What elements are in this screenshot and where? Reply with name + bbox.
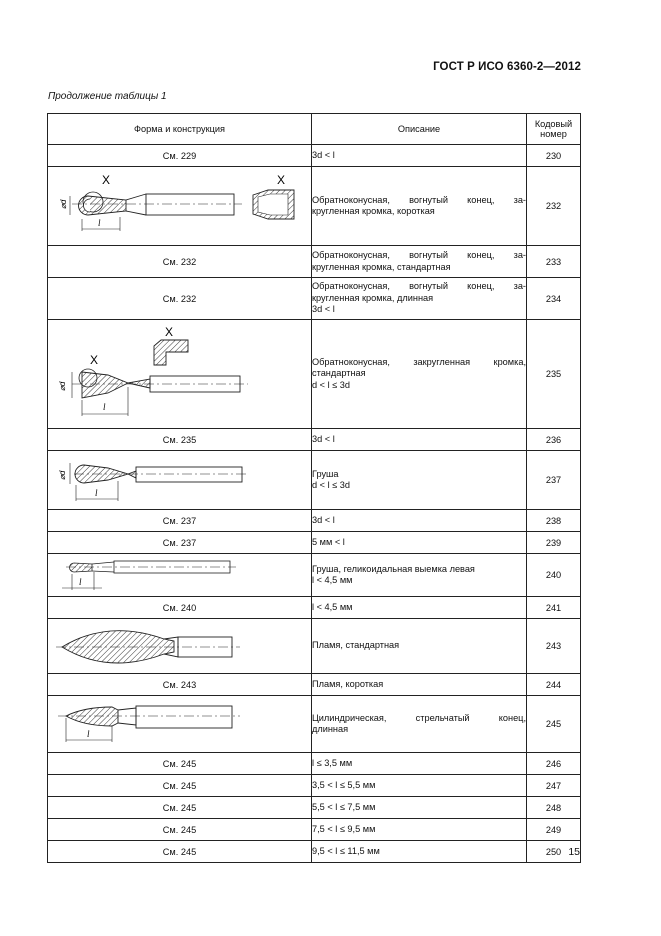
table-row — [48, 320, 581, 429]
detail-x-label: X — [102, 173, 111, 187]
length-label: l — [87, 729, 90, 739]
description-cell: l < 4,5 мм — [312, 597, 527, 619]
shape-cell: См. 232 — [48, 278, 312, 320]
shape-cell: См. 245 — [48, 797, 312, 819]
description-cell: 3d < l — [312, 145, 527, 167]
code-cell: 233 — [527, 246, 581, 278]
shape-cell: См. 245 — [48, 775, 312, 797]
shape-cell — [48, 320, 312, 429]
length-label: l — [95, 488, 98, 498]
table-row — [48, 775, 581, 797]
description-cell: Обратноконусная, закругленная кромка, стандартная d < l ≤ 3d — [312, 320, 527, 429]
code-cell: 240 — [527, 554, 581, 597]
diameter-label: ⌀d — [58, 470, 67, 480]
table-row — [48, 753, 581, 775]
shape-cell: См. 237 — [48, 532, 312, 554]
figure-240 — [48, 554, 312, 596]
document-code: ГОСТ Р ИСО 6360-2—2012 — [433, 61, 581, 73]
detail-x-label: X — [90, 353, 99, 367]
shape-cell: См. 237 — [48, 510, 312, 532]
description-table — [47, 113, 581, 863]
table-row — [48, 597, 581, 619]
code-cell: 244 — [527, 674, 581, 696]
description-cell: 5,5 < l ≤ 7,5 мм — [312, 797, 527, 819]
code-cell: 246 — [527, 753, 581, 775]
description-cell: Пламя, короткая — [312, 674, 527, 696]
code-cell: 230 — [527, 145, 581, 167]
code-cell: 250 — [527, 841, 581, 863]
header-code: Кодовый номер — [527, 114, 581, 145]
table-header-row — [48, 114, 581, 145]
description-cell: Цилиндрическая, стрельчатый конец, длинная — [312, 696, 527, 753]
shape-cell — [48, 696, 312, 753]
detail-x-label: X — [165, 325, 174, 339]
detail-x-label: X — [277, 173, 286, 187]
description-cell: 3,5 < l ≤ 5,5 мм — [312, 775, 527, 797]
code-cell: 232 — [527, 167, 581, 246]
figure-245 — [48, 696, 312, 752]
shape-cell: См. 245 — [48, 753, 312, 775]
shape-cell: См. 245 — [48, 841, 312, 863]
figure-232 — [48, 167, 312, 245]
table-row — [48, 696, 581, 753]
table-row — [48, 246, 581, 278]
shape-cell — [48, 451, 312, 510]
table-row — [48, 429, 581, 451]
page-number: 15 — [568, 846, 580, 858]
figure-235 — [48, 320, 312, 428]
length-label: l — [103, 402, 106, 412]
description-cell: 7,5 < l ≤ 9,5 мм — [312, 819, 527, 841]
description-cell: 5 мм < l — [312, 532, 527, 554]
code-cell: 239 — [527, 532, 581, 554]
table-row — [48, 619, 581, 674]
code-cell: 237 — [527, 451, 581, 510]
shape-cell: См. 240 — [48, 597, 312, 619]
description-cell: Обратноконусная, вогнутый конец, за- кругленная кромка, стандартная — [312, 246, 527, 278]
description-cell: Обратноконусная, вогнутый конец, за- кругленная кромка, длинная 3d < l — [312, 278, 527, 320]
description-cell: 3d < l — [312, 510, 527, 532]
header-description: Описание — [312, 114, 527, 145]
code-cell: 247 — [527, 775, 581, 797]
shape-cell: См. 229 — [48, 145, 312, 167]
table-row — [48, 532, 581, 554]
code-cell: 238 — [527, 510, 581, 532]
length-label: l — [98, 218, 101, 228]
description-cell: Груша d < l ≤ 3d — [312, 451, 527, 510]
table-row — [48, 674, 581, 696]
description-cell: Груша, геликоидальная выемка левая l < 4,5 мм — [312, 554, 527, 597]
description-cell: Обратноконусная, вогнутый конец, за- кругленная кромка, короткая — [312, 167, 527, 246]
code-cell: 249 — [527, 819, 581, 841]
table-row — [48, 797, 581, 819]
length-label: l — [79, 577, 82, 587]
figure-237 — [48, 451, 312, 509]
table-row — [48, 841, 581, 863]
shape-cell — [48, 554, 312, 597]
table-row — [48, 554, 581, 597]
shape-cell — [48, 619, 312, 674]
code-cell: 241 — [527, 597, 581, 619]
description-cell: Пламя, стандартная — [312, 619, 527, 674]
description-cell: l ≤ 3,5 мм — [312, 753, 527, 775]
code-cell: 235 — [527, 320, 581, 429]
diameter-label: ⌀d — [58, 381, 67, 391]
description-cell: 9,5 < l ≤ 11,5 мм — [312, 841, 527, 863]
table-row — [48, 451, 581, 510]
table-row — [48, 145, 581, 167]
table-caption: Продолжение таблицы 1 — [48, 91, 167, 102]
diameter-label: ⌀d — [59, 199, 68, 209]
table-row — [48, 510, 581, 532]
shape-cell: См. 232 — [48, 246, 312, 278]
shape-cell: См. 235 — [48, 429, 312, 451]
code-cell: 245 — [527, 696, 581, 753]
table-row — [48, 819, 581, 841]
shape-cell: См. 245 — [48, 819, 312, 841]
code-cell: 243 — [527, 619, 581, 674]
shape-cell: См. 243 — [48, 674, 312, 696]
code-cell: 248 — [527, 797, 581, 819]
code-cell: 234 — [527, 278, 581, 320]
shape-cell — [48, 167, 312, 246]
table-row — [48, 167, 581, 246]
header-shape: Форма и конструкция — [48, 114, 312, 145]
description-cell: 3d < l — [312, 429, 527, 451]
figure-243 — [48, 619, 312, 673]
code-cell: 236 — [527, 429, 581, 451]
table-row — [48, 278, 581, 320]
